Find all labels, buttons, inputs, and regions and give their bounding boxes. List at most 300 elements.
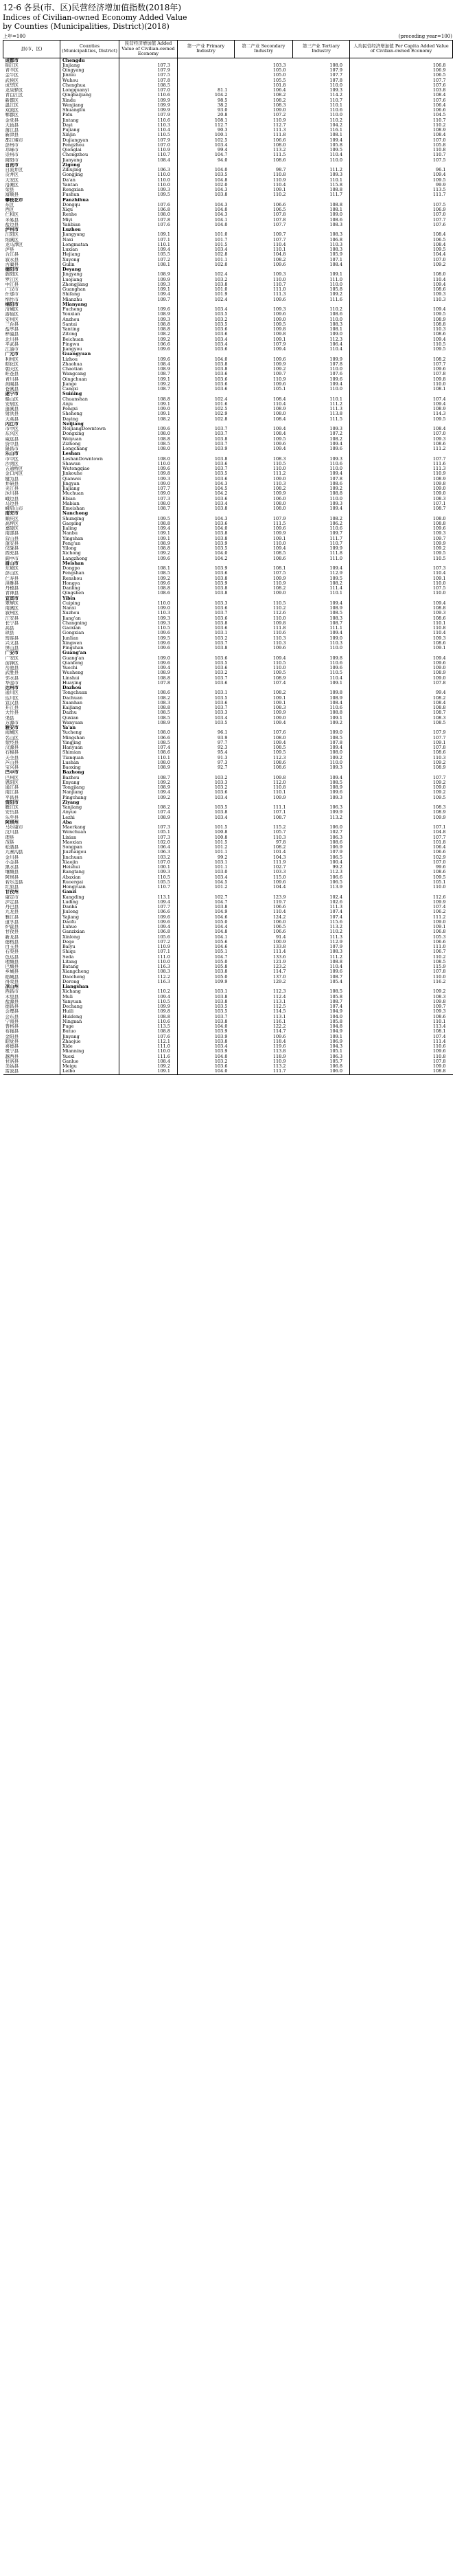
empty-cell — [178, 511, 235, 516]
value-secondary: 98.7 — [276, 168, 286, 172]
value-tertiary: 108.2 — [293, 437, 350, 442]
value-civilian: 107.6 — [119, 1035, 178, 1039]
value-civilian: 105.6 — [119, 935, 178, 940]
table-title-en-1: Indices of Civilian-owned Economy Added Value — [3, 13, 187, 22]
county-en: Dachuan — [60, 696, 119, 701]
table-row — [3, 307, 453, 312]
value-tertiary: 112.9 — [293, 940, 350, 945]
value-tertiary: 109.2 — [293, 292, 350, 297]
value-per-capita: 114.3 — [432, 411, 446, 417]
value-primary: 103.8 — [214, 810, 228, 815]
value-secondary: 110.8 — [272, 785, 286, 790]
value-tertiary: 110.4 — [293, 347, 350, 352]
value-tertiary: 109.4 — [293, 506, 350, 511]
group-row — [3, 163, 453, 168]
value-per-capita: 109.5 — [432, 795, 446, 800]
value-primary: 103.3 — [214, 780, 228, 785]
county-en: Jiangyang — [60, 232, 119, 237]
group-en: Bazhong — [60, 770, 119, 775]
value-per-capita: 110.0 — [432, 381, 446, 387]
value-secondary: 109.6 — [272, 312, 286, 317]
value-secondary: 112.3 — [272, 755, 286, 760]
county-cn: 宣汉县 — [3, 701, 60, 705]
value-per-capita: 108.0 — [432, 516, 446, 521]
county-cn: 郫都区 — [3, 113, 60, 117]
table-row — [3, 810, 453, 815]
value-tertiary: 108.0 — [293, 750, 350, 755]
value-civilian: 108.3 — [119, 701, 178, 705]
county-en: Jiangyou — [60, 347, 119, 352]
value-secondary: 109.0 — [272, 715, 286, 721]
value-per-capita: 112.6 — [432, 894, 446, 900]
group-cn: 广安市 — [3, 651, 60, 655]
county-cn: 朝天区 — [3, 367, 60, 372]
table-row — [3, 690, 453, 695]
value-tertiary: 109.4 — [293, 566, 350, 571]
empty-cell — [178, 561, 235, 566]
value-civilian: 109.9 — [119, 103, 178, 108]
table-row — [3, 247, 453, 252]
table-row — [3, 88, 453, 93]
value-secondary: 108.0 — [272, 735, 286, 741]
value-primary: 92.7 — [218, 765, 228, 770]
value-civilian: 106.6 — [119, 342, 178, 347]
value-per-capita: 110.6 — [432, 1044, 446, 1049]
value-civilian: 111.0 — [119, 1044, 178, 1049]
value-primary: 104.7 — [214, 899, 228, 905]
table-row — [3, 372, 453, 376]
value-per-capita: 108.6 — [432, 615, 446, 621]
value-primary: 103.4 — [214, 337, 228, 342]
value-per-capita: 108.9 — [432, 128, 446, 133]
table-row — [3, 885, 453, 890]
county-en: Mabian — [60, 501, 119, 506]
county-en: Shiqu — [60, 949, 119, 954]
value-civilian: 109.1 — [119, 411, 178, 416]
value-per-capita: 108.8 — [432, 321, 446, 327]
value-primary: 103.1 — [214, 859, 228, 865]
group-row — [3, 302, 453, 307]
value-tertiary: 107.8 — [293, 741, 350, 745]
value-secondary: 109.8 — [272, 775, 286, 780]
table-row — [3, 875, 453, 880]
value-primary: 103.6 — [214, 376, 228, 382]
value-civilian: 110.0 — [119, 183, 178, 188]
county-en: Renhe — [60, 212, 119, 217]
county-en: Yilong — [60, 546, 119, 551]
county-cn: 巴州区 — [3, 776, 60, 780]
value-per-capita: 106.8 — [432, 929, 446, 935]
value-per-capita: 109.6 — [432, 367, 446, 372]
empty-cell — [235, 227, 293, 232]
empty-cell — [178, 984, 235, 989]
value-civilian: 109.5 — [119, 192, 178, 197]
value-primary: 103.7 — [214, 1014, 228, 1019]
group-cn: 甘孜州 — [3, 890, 60, 894]
table-row — [3, 805, 453, 810]
value-civilian: 110.0 — [119, 1049, 178, 1054]
value-per-capita: 109.5 — [432, 416, 446, 422]
value-primary: 91.3 — [218, 755, 228, 760]
value-primary — [178, 83, 235, 88]
empty-cell — [119, 58, 178, 63]
value-secondary: 109.7 — [272, 232, 286, 238]
county-cn: 昭化区 — [3, 362, 60, 367]
group-cn: 广元市 — [3, 352, 60, 357]
group-row — [3, 770, 453, 775]
value-tertiary: 107.7 — [293, 73, 350, 78]
table-row — [3, 571, 453, 576]
value-primary — [178, 78, 235, 83]
value-primary: 103.8 — [214, 456, 228, 462]
county-en: Yanjiang — [60, 805, 119, 810]
table-row — [3, 750, 453, 755]
county-cn: 色达县 — [3, 955, 60, 960]
table-row — [3, 168, 453, 172]
value-secondary: 109.9 — [272, 531, 286, 536]
value-civilian: 108.4 — [119, 1059, 178, 1064]
value-secondary: 114.5 — [272, 1009, 286, 1015]
value-tertiary: 109.5 — [293, 576, 350, 581]
value-civilian: 109.2 — [119, 551, 178, 556]
county-en: Dongqu — [60, 203, 119, 207]
value-civilian: 109.6 — [119, 427, 178, 431]
county-en: Leibo — [60, 1069, 119, 1074]
value-tertiary: 109.7 — [293, 531, 350, 536]
county-en: Xichang — [60, 989, 119, 994]
value-civilian: 109.6 — [119, 631, 178, 635]
value-per-capita: 109.0 — [432, 1064, 446, 1069]
county-cn: 木里县 — [3, 995, 60, 999]
value-civilian: 109.4 — [119, 247, 178, 252]
table-row — [3, 701, 453, 705]
value-tertiary: 109.2 — [293, 756, 350, 760]
value-secondary: 108.5 — [272, 551, 286, 556]
value-tertiary: 110.2 — [293, 118, 350, 123]
county-cn: 会东县 — [3, 1015, 60, 1019]
value-civilian: 107.3 — [119, 63, 178, 68]
value-civilian: 106.3 — [119, 850, 178, 855]
group-en: Leshan — [60, 451, 119, 456]
county-cn: 中江县 — [3, 282, 60, 287]
value-secondary: 101.8 — [272, 82, 286, 88]
value-tertiary: 109.3 — [293, 457, 350, 462]
county-cn: 金阳县 — [3, 1035, 60, 1039]
table-row — [3, 482, 453, 486]
value-secondary: 110.4 — [272, 909, 286, 915]
value-civilian: 107.8 — [119, 78, 178, 83]
county-en: Cuiping — [60, 601, 119, 606]
value-primary: 103.8 — [214, 192, 228, 198]
value-tertiary: 109.0 — [293, 212, 350, 217]
value-primary: 103.8 — [214, 591, 228, 596]
value-tertiary: 104.9 — [293, 1009, 350, 1014]
table-row — [3, 676, 453, 681]
value-primary: 103.6 — [214, 666, 228, 670]
table-row — [3, 556, 453, 561]
county-en: Yajiang — [60, 915, 119, 920]
table-row — [3, 407, 453, 411]
county-en: Zhaojue — [60, 1039, 119, 1044]
value-per-capita: 109.3 — [432, 635, 446, 641]
value-primary: 103.8 — [214, 361, 228, 367]
county-en: Tongjiang — [60, 785, 119, 790]
value-tertiary: 109.4 — [293, 471, 350, 476]
value-secondary: 109.0 — [272, 476, 286, 482]
county-cn: 东兴区 — [3, 431, 60, 436]
county-cn: 梓潼县 — [3, 332, 60, 337]
value-secondary: 108.4 — [272, 431, 286, 437]
table-row — [3, 367, 453, 372]
value-primary: 103.2 — [214, 785, 228, 790]
table-row — [3, 108, 453, 113]
value-primary — [178, 73, 235, 78]
value-civilian: 111.6 — [119, 1054, 178, 1059]
table-row — [3, 1019, 453, 1024]
group-cn: 绵阳市 — [3, 302, 60, 307]
value-tertiary: 108.9 — [293, 785, 350, 790]
value-primary: 103.5 — [214, 720, 228, 725]
county-en: Chaotian — [60, 367, 119, 372]
value-civilian: 109.3 — [119, 616, 178, 621]
value-tertiary: 111.3 — [293, 407, 350, 411]
note-right: (preceding year=100) — [398, 34, 452, 39]
county-cn: 威远县 — [3, 437, 60, 442]
value-secondary: 122.2 — [272, 1024, 286, 1029]
value-per-capita: 110.2 — [432, 122, 446, 128]
value-secondary: 109.4 — [272, 720, 286, 725]
value-secondary: 109.8 — [272, 620, 286, 626]
value-primary: 103.1 — [214, 690, 228, 696]
value-tertiary: 109.3 — [293, 88, 350, 93]
table-row — [3, 78, 453, 83]
county-en: Ruoergai — [60, 880, 119, 885]
value-primary: 102.9 — [214, 411, 228, 417]
county-cn: 船山区 — [3, 397, 60, 402]
value-tertiary: 111.3 — [293, 905, 350, 909]
value-civilian: 108.2 — [119, 332, 178, 337]
value-primary: 103.7 — [214, 441, 228, 447]
county-cn: 昭觉县 — [3, 1039, 60, 1044]
value-primary: 101.0 — [214, 232, 228, 238]
value-tertiary: 109.3 — [293, 795, 350, 800]
empty-cell — [178, 890, 235, 894]
value-secondary: 102.7 — [272, 865, 286, 870]
county-en: Jiuzhaigou — [60, 850, 119, 855]
empty-cell — [293, 511, 350, 516]
county-cn: 芦山县 — [3, 760, 60, 765]
value-primary: 103.4 — [214, 1044, 228, 1049]
table-row — [3, 646, 453, 651]
value-secondary: 110.9 — [272, 177, 286, 183]
empty-cell — [235, 58, 293, 63]
value-tertiary: 107.4 — [293, 909, 350, 914]
group-cn: 遂宁市 — [3, 392, 60, 396]
county-cn: 雨城区 — [3, 730, 60, 735]
value-primary: 103.9 — [214, 447, 228, 451]
county-cn: 珙县 — [3, 631, 60, 635]
value-civilian: 108.8 — [119, 437, 178, 442]
value-secondary: 110.4 — [272, 242, 286, 247]
county-en: Yingshan — [60, 536, 119, 541]
value-civilian: 108.0 — [119, 457, 178, 462]
value-secondary: 113.2 — [272, 148, 286, 152]
empty-cell — [178, 770, 235, 775]
value-civilian: 108.9 — [119, 765, 178, 770]
value-secondary: 109.0 — [272, 317, 286, 322]
table-row — [3, 178, 453, 183]
value-primary: 103.5 — [214, 172, 228, 178]
county-cn: 市中区 — [3, 457, 60, 462]
value-per-capita: 109.5 — [432, 312, 446, 317]
value-primary: 101.6 — [214, 401, 228, 407]
value-tertiary: 108.6 — [293, 840, 350, 845]
value-per-capita: 107.6 — [432, 82, 446, 88]
value-secondary: 112.7 — [272, 122, 286, 128]
county-cn: 金口河区 — [3, 471, 60, 476]
county-en: Wanyuan — [60, 721, 119, 725]
group-en: Guangyuan — [60, 352, 119, 357]
value-per-capita: 111.4 — [432, 1039, 446, 1044]
value-per-capita: 108.4 — [432, 133, 446, 138]
value-tertiary: 108.8 — [293, 710, 350, 715]
value-secondary: 104.8 — [272, 252, 286, 258]
value-tertiary: 107.9 — [293, 850, 350, 855]
value-per-capita: 108.4 — [432, 427, 446, 431]
value-tertiary: 111.2 — [293, 168, 350, 172]
value-secondary: 110.6 — [272, 631, 286, 636]
group-row — [3, 800, 453, 805]
table-row — [3, 531, 453, 536]
value-primary: 103.1 — [214, 989, 228, 995]
table-row — [3, 656, 453, 661]
value-secondary: 109.5 — [272, 321, 286, 327]
value-tertiary: 102.6 — [293, 900, 350, 905]
value-primary: 101.2 — [214, 845, 228, 850]
header-region-cn: 县(市、区) — [3, 41, 60, 58]
empty-cell — [350, 451, 453, 456]
table-row — [3, 1044, 453, 1049]
value-per-capita: 109.4 — [432, 337, 446, 342]
table-row — [3, 1059, 453, 1064]
county-cn: 平武县 — [3, 342, 60, 347]
value-civilian: 110.9 — [119, 945, 178, 949]
value-secondary: 108.6 — [272, 556, 286, 561]
value-civilian: 106.6 — [119, 736, 178, 741]
value-secondary: 109.6 — [272, 262, 286, 267]
table-row — [3, 681, 453, 686]
table-row — [3, 1064, 453, 1069]
value-per-capita: 109.1 — [432, 740, 446, 745]
group-cn: 达州市 — [3, 686, 60, 690]
value-tertiary: 110.0 — [293, 497, 350, 501]
value-secondary: 105.5 — [272, 78, 286, 83]
group-en: Mianyang — [60, 302, 119, 307]
value-secondary: 107.9 — [272, 516, 286, 521]
value-tertiary: 109.6 — [293, 377, 350, 382]
county-en: Ningnan — [60, 1019, 119, 1024]
table-row — [3, 955, 453, 960]
county-cn: 金牛区 — [3, 73, 60, 78]
value-primary: 103.6 — [214, 347, 228, 352]
value-per-capita: 108.6 — [432, 441, 446, 447]
county-en: Wuhou — [60, 78, 119, 83]
county-cn: 通江县 — [3, 785, 60, 790]
county-cn: 双流区 — [3, 108, 60, 113]
value-secondary: 110.2 — [272, 606, 286, 611]
county-cn: 峨边县 — [3, 497, 60, 501]
value-tertiary: 109.1 — [293, 681, 350, 686]
county-en: Yingjing — [60, 741, 119, 745]
value-tertiary: 105.8 — [293, 287, 350, 292]
county-cn: 隆昌市 — [3, 447, 60, 451]
county-cn: 恩阳区 — [3, 780, 60, 785]
value-civilian: 105.5 — [119, 880, 178, 885]
empty-cell — [178, 596, 235, 601]
value-secondary: 109.1 — [272, 188, 286, 192]
value-per-capita: 109.5 — [432, 551, 446, 556]
value-civilian: 103.2 — [119, 855, 178, 860]
value-tertiary: 110.6 — [293, 108, 350, 113]
empty-cell — [293, 890, 350, 894]
value-primary: 95.4 — [218, 750, 228, 756]
county-cn: 新都区 — [3, 98, 60, 103]
county-cn: 峨眉山市 — [3, 506, 60, 511]
value-secondary: 108.0 — [272, 506, 286, 511]
value-primary: 103.6 — [214, 680, 228, 686]
value-per-capita: 103.8 — [432, 88, 446, 93]
table-row — [3, 238, 453, 242]
value-secondary: 115.2 — [272, 825, 286, 830]
value-secondary: 109.3 — [272, 272, 286, 278]
county-cn: 万源市 — [3, 721, 60, 725]
value-civilian: 107.6 — [119, 203, 178, 207]
value-secondary: 109.9 — [272, 361, 286, 367]
county-cn: 阿坝县 — [3, 875, 60, 880]
value-tertiary: 111.4 — [293, 586, 350, 591]
value-per-capita: 109.0 — [432, 919, 446, 925]
table-row — [3, 606, 453, 611]
value-per-capita: 111.7 — [432, 192, 446, 198]
empty-cell — [350, 58, 453, 63]
value-tertiary: 109.4 — [293, 776, 350, 780]
value-civilian: 109.2 — [119, 795, 178, 800]
value-primary: 104.6 — [214, 914, 228, 920]
value-primary: 103.4 — [214, 815, 228, 820]
county-cn: 石渠县 — [3, 949, 60, 954]
value-tertiary: 108.3 — [293, 322, 350, 327]
value-per-capita: 107.7 — [432, 775, 446, 780]
county-cn: 理县 — [3, 835, 60, 840]
county-cn: 东坡区 — [3, 566, 60, 571]
county-en: Zitong — [60, 332, 119, 337]
value-per-capita: 108.8 — [432, 606, 446, 611]
value-civilian: 108.3 — [119, 969, 178, 974]
table-row — [3, 980, 453, 984]
value-primary: 99.4 — [218, 148, 228, 152]
county-cn: 什邡市 — [3, 292, 60, 297]
value-per-capita: 109.5 — [432, 347, 446, 352]
header-tertiary: 第三产业 Tertiary Industry — [293, 41, 350, 58]
value-secondary: 109.1 — [272, 337, 286, 342]
empty-cell — [235, 770, 293, 775]
table-row — [3, 457, 453, 462]
value-secondary: 113.1 — [272, 999, 286, 1004]
value-secondary: 110.9 — [272, 1059, 286, 1064]
value-civilian: 105.1 — [119, 830, 178, 835]
county-en: Lizhou — [60, 357, 119, 362]
county-en: Hongyuan — [60, 885, 119, 890]
